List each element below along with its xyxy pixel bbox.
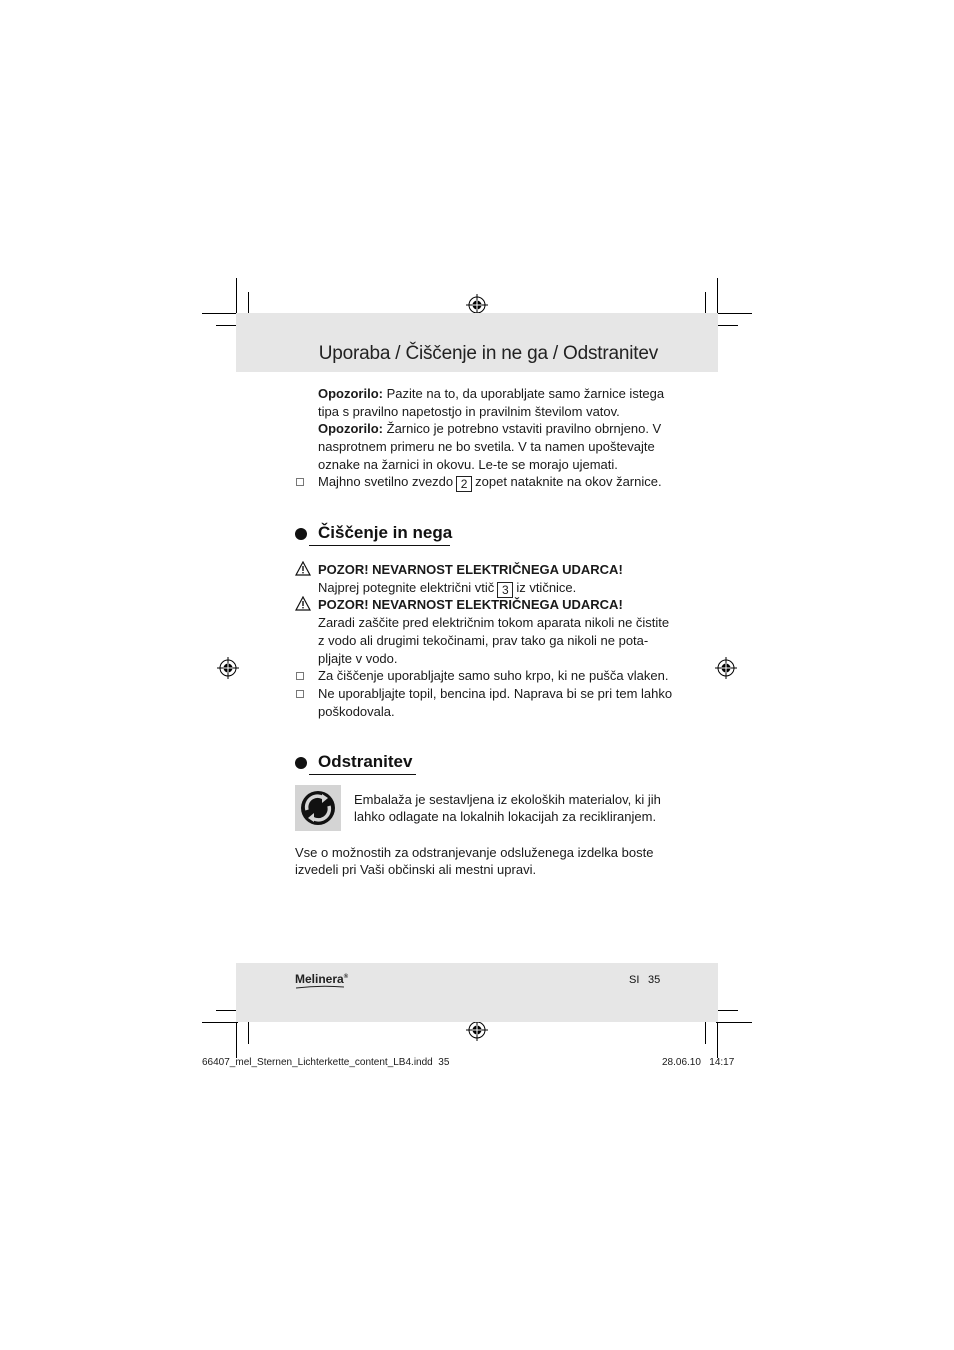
registration-mark-icon — [715, 657, 737, 679]
packaging-text-line-2: lahko odlagate na lokalnih lokacijah za recikliranjem. — [354, 809, 657, 824]
page-title: Uporaba / Čiščenje in ne ga / Odstranitev — [318, 343, 658, 364]
brand-logo: Melinera® — [295, 972, 349, 986]
warning-text: Najprej potegnite električni vtič 3 iz vtičnice. — [318, 580, 577, 597]
disposal-info-line-1: Vse o možnostih za odstranjevanje odsluženega izdelka boste — [295, 845, 654, 860]
registration-mark-icon — [466, 1019, 488, 1041]
list-item: Ne uporabljajte topil, bencina ipd. Naprava bi se pri tem lahko — [318, 686, 673, 701]
warning-triangle-icon — [295, 561, 311, 576]
warning-2-line-3: oznake na žarnici in okovu. Le-te se morajo ujemati. — [318, 457, 618, 472]
heading-underline — [309, 774, 416, 775]
list-item: Za čiščenje uporabljajte samo suho krpo, ki ne pušča vlaken. — [318, 668, 669, 683]
section-heading-cleaning: Čiščenje in nega — [318, 523, 453, 542]
crop-mark — [717, 1022, 718, 1058]
step-item: Majhno svetilno zvezdo 2 zopet nataknite na okov žarnice. — [318, 474, 662, 491]
print-slug-file: 66407_mel_Sternen_Lichterkette_content_LB4.indd 35 — [202, 1057, 450, 1068]
warning-label: Opozorilo: — [318, 421, 383, 436]
crop-mark — [248, 292, 249, 314]
warning-label: Opozorilo: — [318, 386, 383, 401]
section-heading-disposal: Odstranitev — [318, 752, 413, 771]
brand-swoosh-icon — [296, 985, 344, 990]
crop-mark — [716, 325, 738, 326]
warning-2: Opozorilo: Žarnico je potrebno vstaviti pravilno obrnjeno. V — [318, 421, 662, 436]
crop-mark — [216, 1010, 238, 1011]
warning-title: POZOR! NEVARNOST ELEKTRIČNEGA UDARCA! — [318, 597, 623, 612]
part-reference: 2 — [456, 476, 472, 492]
print-slug-date: 28.06.10 14:17 — [662, 1057, 735, 1068]
crop-mark — [216, 325, 238, 326]
crop-mark — [717, 278, 718, 314]
crop-mark — [202, 1022, 238, 1023]
disposal-info-line-2: izvedeli pri Vaši občinski ali mestni upravi. — [295, 862, 537, 877]
section-bullet-icon — [295, 757, 307, 769]
section-bullet-icon — [295, 528, 307, 540]
checkbox-bullet-icon — [296, 672, 304, 680]
checkbox-bullet-icon — [296, 690, 304, 698]
warning-1-line-2: tipa s pravilno napetostjo in pravilnim številom vatov. — [318, 404, 620, 419]
language-code: SI — [629, 974, 640, 986]
heading-underline — [309, 545, 450, 546]
crop-mark — [716, 1010, 738, 1011]
warning-1: Opozorilo: Pazite na to, da uporabljate samo žarnice istega — [318, 386, 665, 401]
list-item-line-2: poškodovala. — [318, 704, 395, 719]
green-dot-recycling-icon — [295, 785, 341, 831]
warning-text-line-1: Zaradi zaščite pred električnim tokom aparata nikoli ne čistite — [318, 615, 670, 630]
warning-text-line-3: pljajte v vodo. — [318, 651, 398, 666]
part-reference: 3 — [497, 582, 513, 598]
crop-mark — [705, 292, 706, 314]
crop-mark — [716, 1022, 752, 1023]
crop-mark — [248, 1022, 249, 1044]
page-number: 35 — [648, 974, 661, 986]
checkbox-bullet-icon — [296, 478, 304, 486]
crop-mark — [705, 1022, 706, 1044]
warning-title: POZOR! NEVARNOST ELEKTRIČNEGA UDARCA! — [318, 562, 623, 577]
warning-2-line-2: nasprotnem primeru ne bo svetila. V ta namen upoštevajte — [318, 439, 655, 454]
registration-mark-icon — [217, 657, 239, 679]
crop-mark — [236, 278, 237, 314]
packaging-text-line-1: Embalaža je sestavljena iz ekoloških materialov, ki jih — [354, 792, 661, 807]
crop-mark — [202, 313, 238, 314]
warning-triangle-icon — [295, 596, 311, 611]
warning-text-line-2: z vodo ali drugimi tekočinami, prav tako ga nikoli ne pota- — [318, 633, 649, 648]
crop-mark — [716, 313, 752, 314]
crop-mark — [236, 1022, 237, 1058]
